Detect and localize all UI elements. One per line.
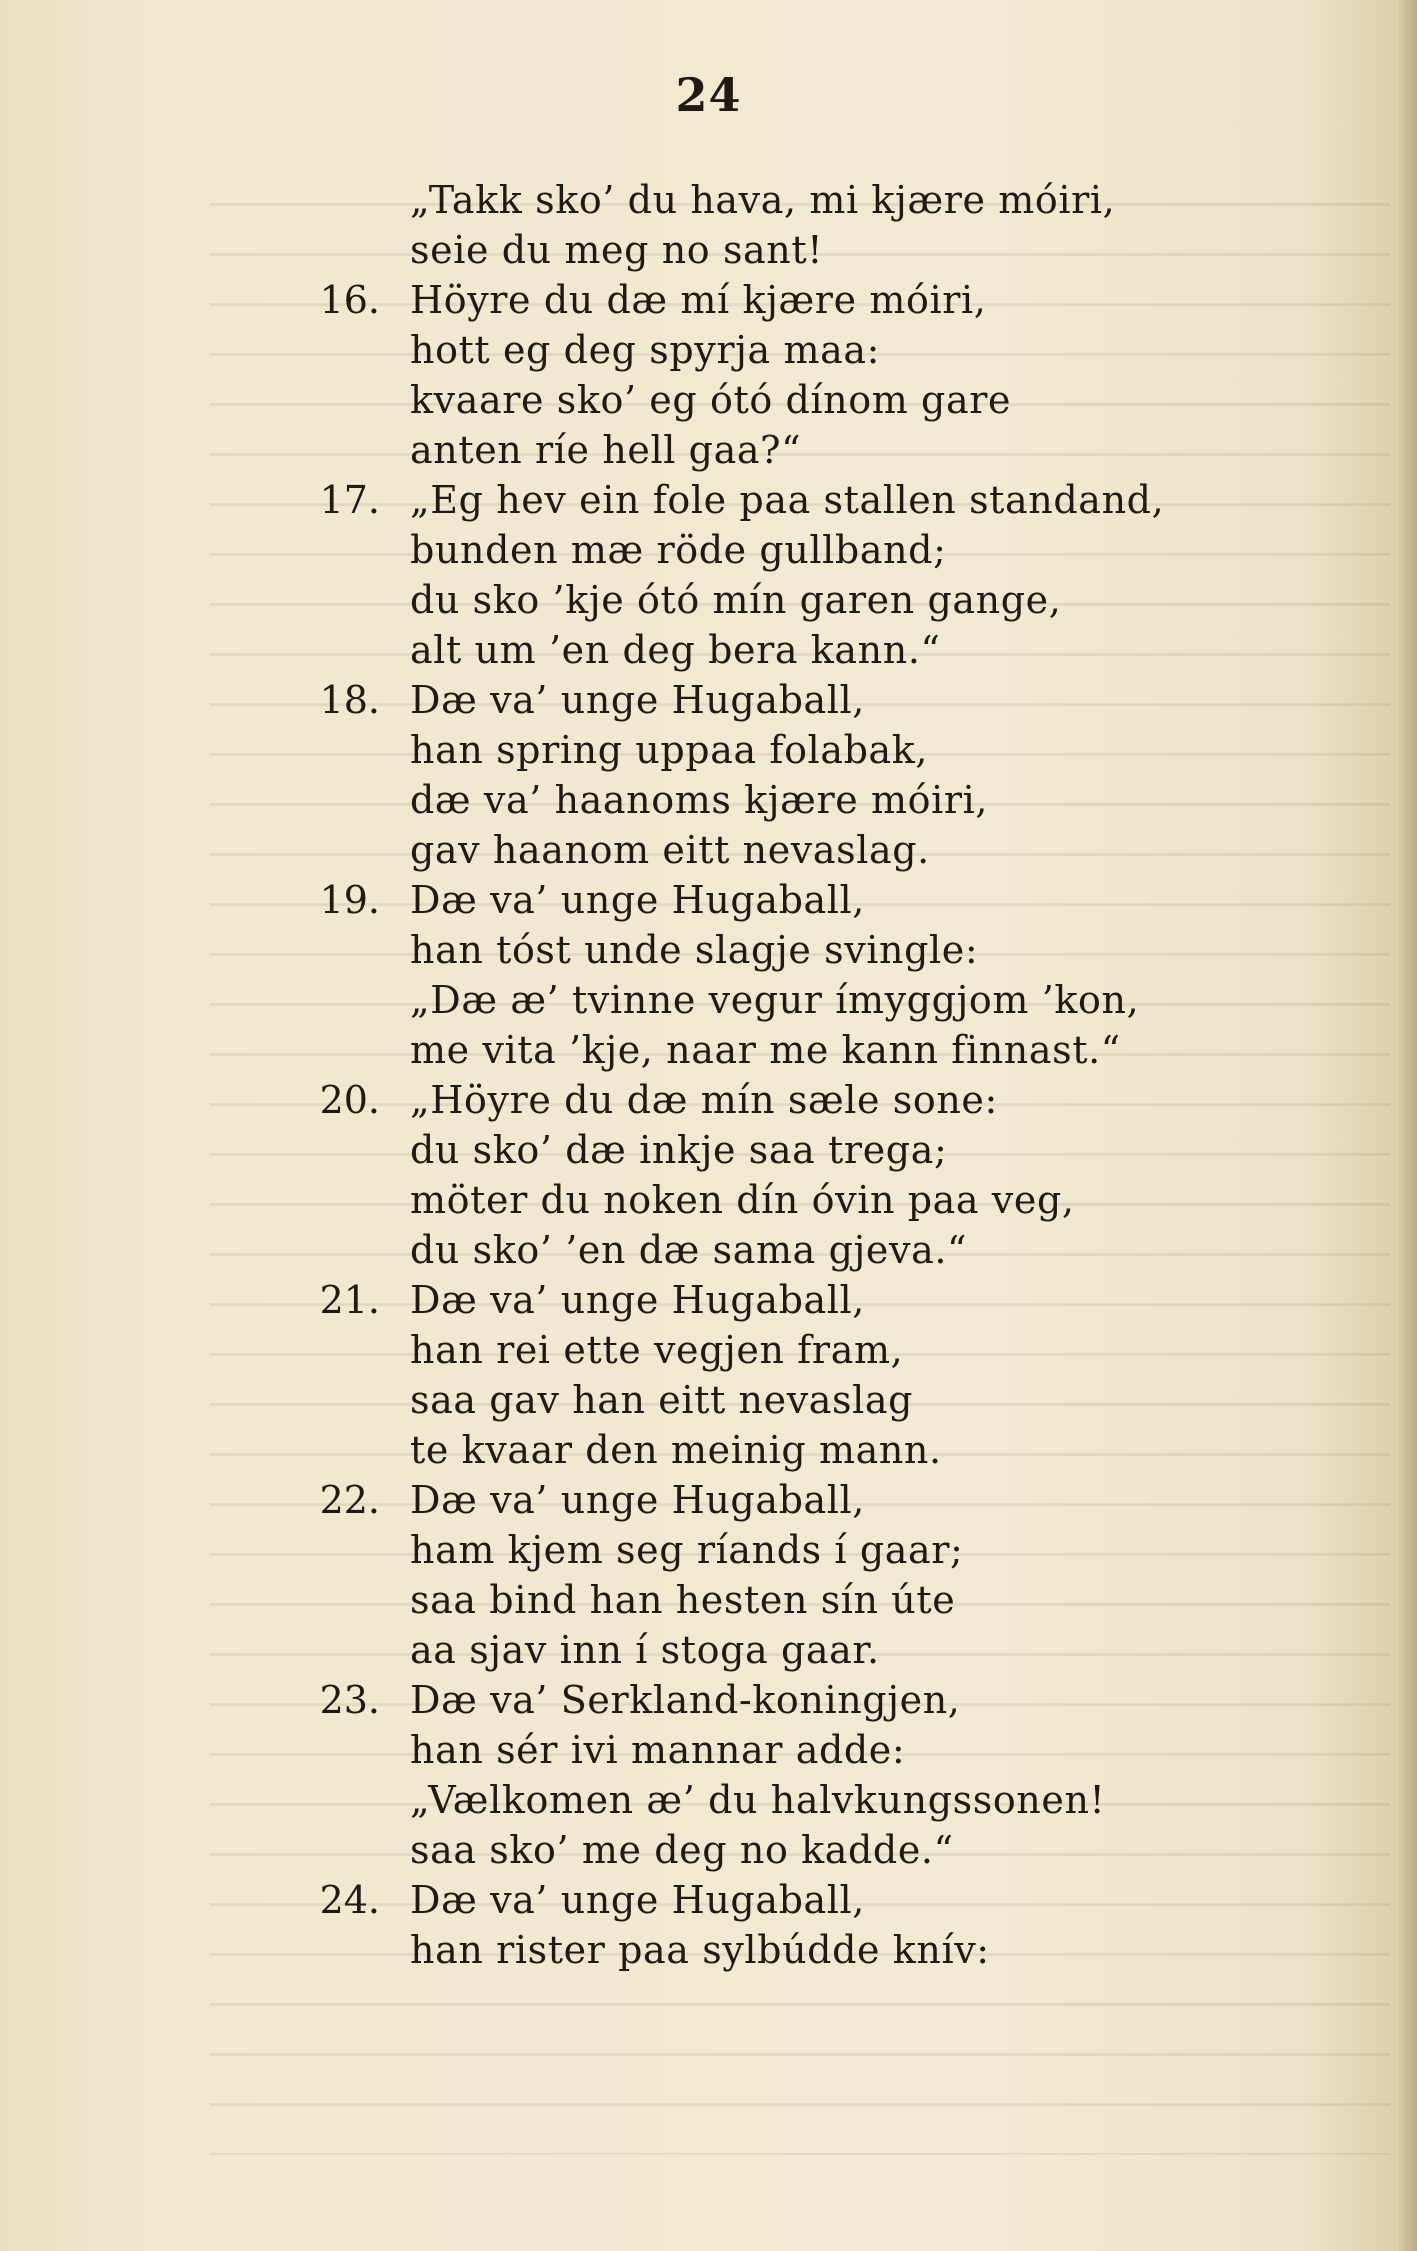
verse-number: 18.: [319, 678, 380, 722]
verse-line: bunden mæ röde gullband;: [410, 528, 947, 572]
verse-number: 19.: [319, 878, 380, 922]
verse-number: 24.: [319, 1878, 380, 1922]
verse-line: te kvaar den meinig mann.: [410, 1428, 942, 1472]
verse-line: hott eg deg spyrja maa:: [410, 328, 881, 372]
verse-line: saa sko’ me deg no kadde.“: [410, 1828, 954, 1872]
verse-line: du sko’ ’en dæ sama gjeva.“: [410, 1228, 968, 1272]
verse-line: seie du meg no sant!: [410, 228, 824, 272]
verse-line: Dæ va’ unge Hugaball,: [410, 1478, 865, 1522]
verse-line: me vita ’kje, naar me kann finnast.“: [410, 1028, 1121, 1072]
verse-line: aa sjav inn í stoga gaar.: [410, 1628, 880, 1672]
verse-line: Dæ va’ unge Hugaball,: [410, 678, 865, 722]
verse-line: „Eg hev ein fole paa stallen standand,: [410, 478, 1165, 522]
stanza: [0, 1675, 1417, 1875]
verse-line: Dæ va’ unge Hugaball,: [410, 1878, 865, 1922]
verse-line: dæ va’ haanoms kjære móiri,: [410, 778, 989, 822]
stanza: [0, 475, 1417, 675]
verse-line: alt um ’en deg bera kann.“: [410, 628, 941, 672]
verse-line: möter du noken dín óvin paa veg,: [410, 1178, 1075, 1222]
verse-line: du sko’ dæ inkje saa trega;: [410, 1128, 948, 1172]
verse-line: han tóst unde slagje svingle:: [410, 928, 979, 972]
verse-line: Dæ va’ unge Hugaball,: [410, 878, 865, 922]
stanza: [0, 1475, 1417, 1675]
stanza: [0, 175, 1417, 275]
verse-number: 20.: [319, 1078, 380, 1122]
verse-line: „Takk sko’ du hava, mi kjære móiri,: [410, 178, 1116, 222]
stanza: [0, 1875, 1417, 1975]
verse-line: han rister paa sylbúdde knív:: [410, 1928, 990, 1972]
verse-number: 16.: [319, 278, 380, 322]
verse-number: 22.: [319, 1478, 380, 1522]
verse-line: han sér ivi mannar adde:: [410, 1728, 906, 1772]
verse-line: „Dæ æ’ tvinne vegur ímyggjom ’kon,: [410, 978, 1140, 1022]
verse-number: 21.: [319, 1278, 380, 1322]
stanza: [0, 275, 1417, 475]
verse-line: han spring uppaa folabak,: [410, 728, 929, 772]
verse-number: 17.: [319, 478, 380, 522]
verse-line: saa bind han hesten sín úte: [410, 1578, 956, 1622]
verse-number: 23.: [319, 1678, 380, 1722]
stanza: [0, 1075, 1417, 1275]
verse-line: Höyre du dæ mí kjære móiri,: [410, 278, 987, 322]
verse-line: „Vælkomen æ’ du halvkungssonen!: [410, 1778, 1106, 1822]
verse-line: du sko ’kje ótó mín garen gange,: [410, 578, 1062, 622]
page-number: 24: [675, 68, 742, 122]
verse-line: „Höyre du dæ mín sæle sone:: [410, 1078, 998, 1122]
stanza: [0, 675, 1417, 875]
verse-line: Dæ va’ Serkland-koningjen,: [410, 1678, 961, 1722]
verse-line: Dæ va’ unge Hugaball,: [410, 1278, 865, 1322]
verse-line: anten ríe hell gaa?“: [410, 428, 802, 472]
verse-line: kvaare sko’ eg ótó dínom gare: [410, 378, 1012, 422]
verse-block: [0, 175, 1417, 1975]
verse-line: han rei ette vegjen fram,: [410, 1328, 904, 1372]
verse-line: ham kjem seg ríands í gaar;: [410, 1528, 964, 1572]
verse-line: gav haanom eitt nevaslag.: [410, 828, 930, 872]
stanza: [0, 875, 1417, 1075]
stanza: [0, 1275, 1417, 1475]
verse-line: saa gav han eitt nevaslag: [410, 1378, 914, 1422]
